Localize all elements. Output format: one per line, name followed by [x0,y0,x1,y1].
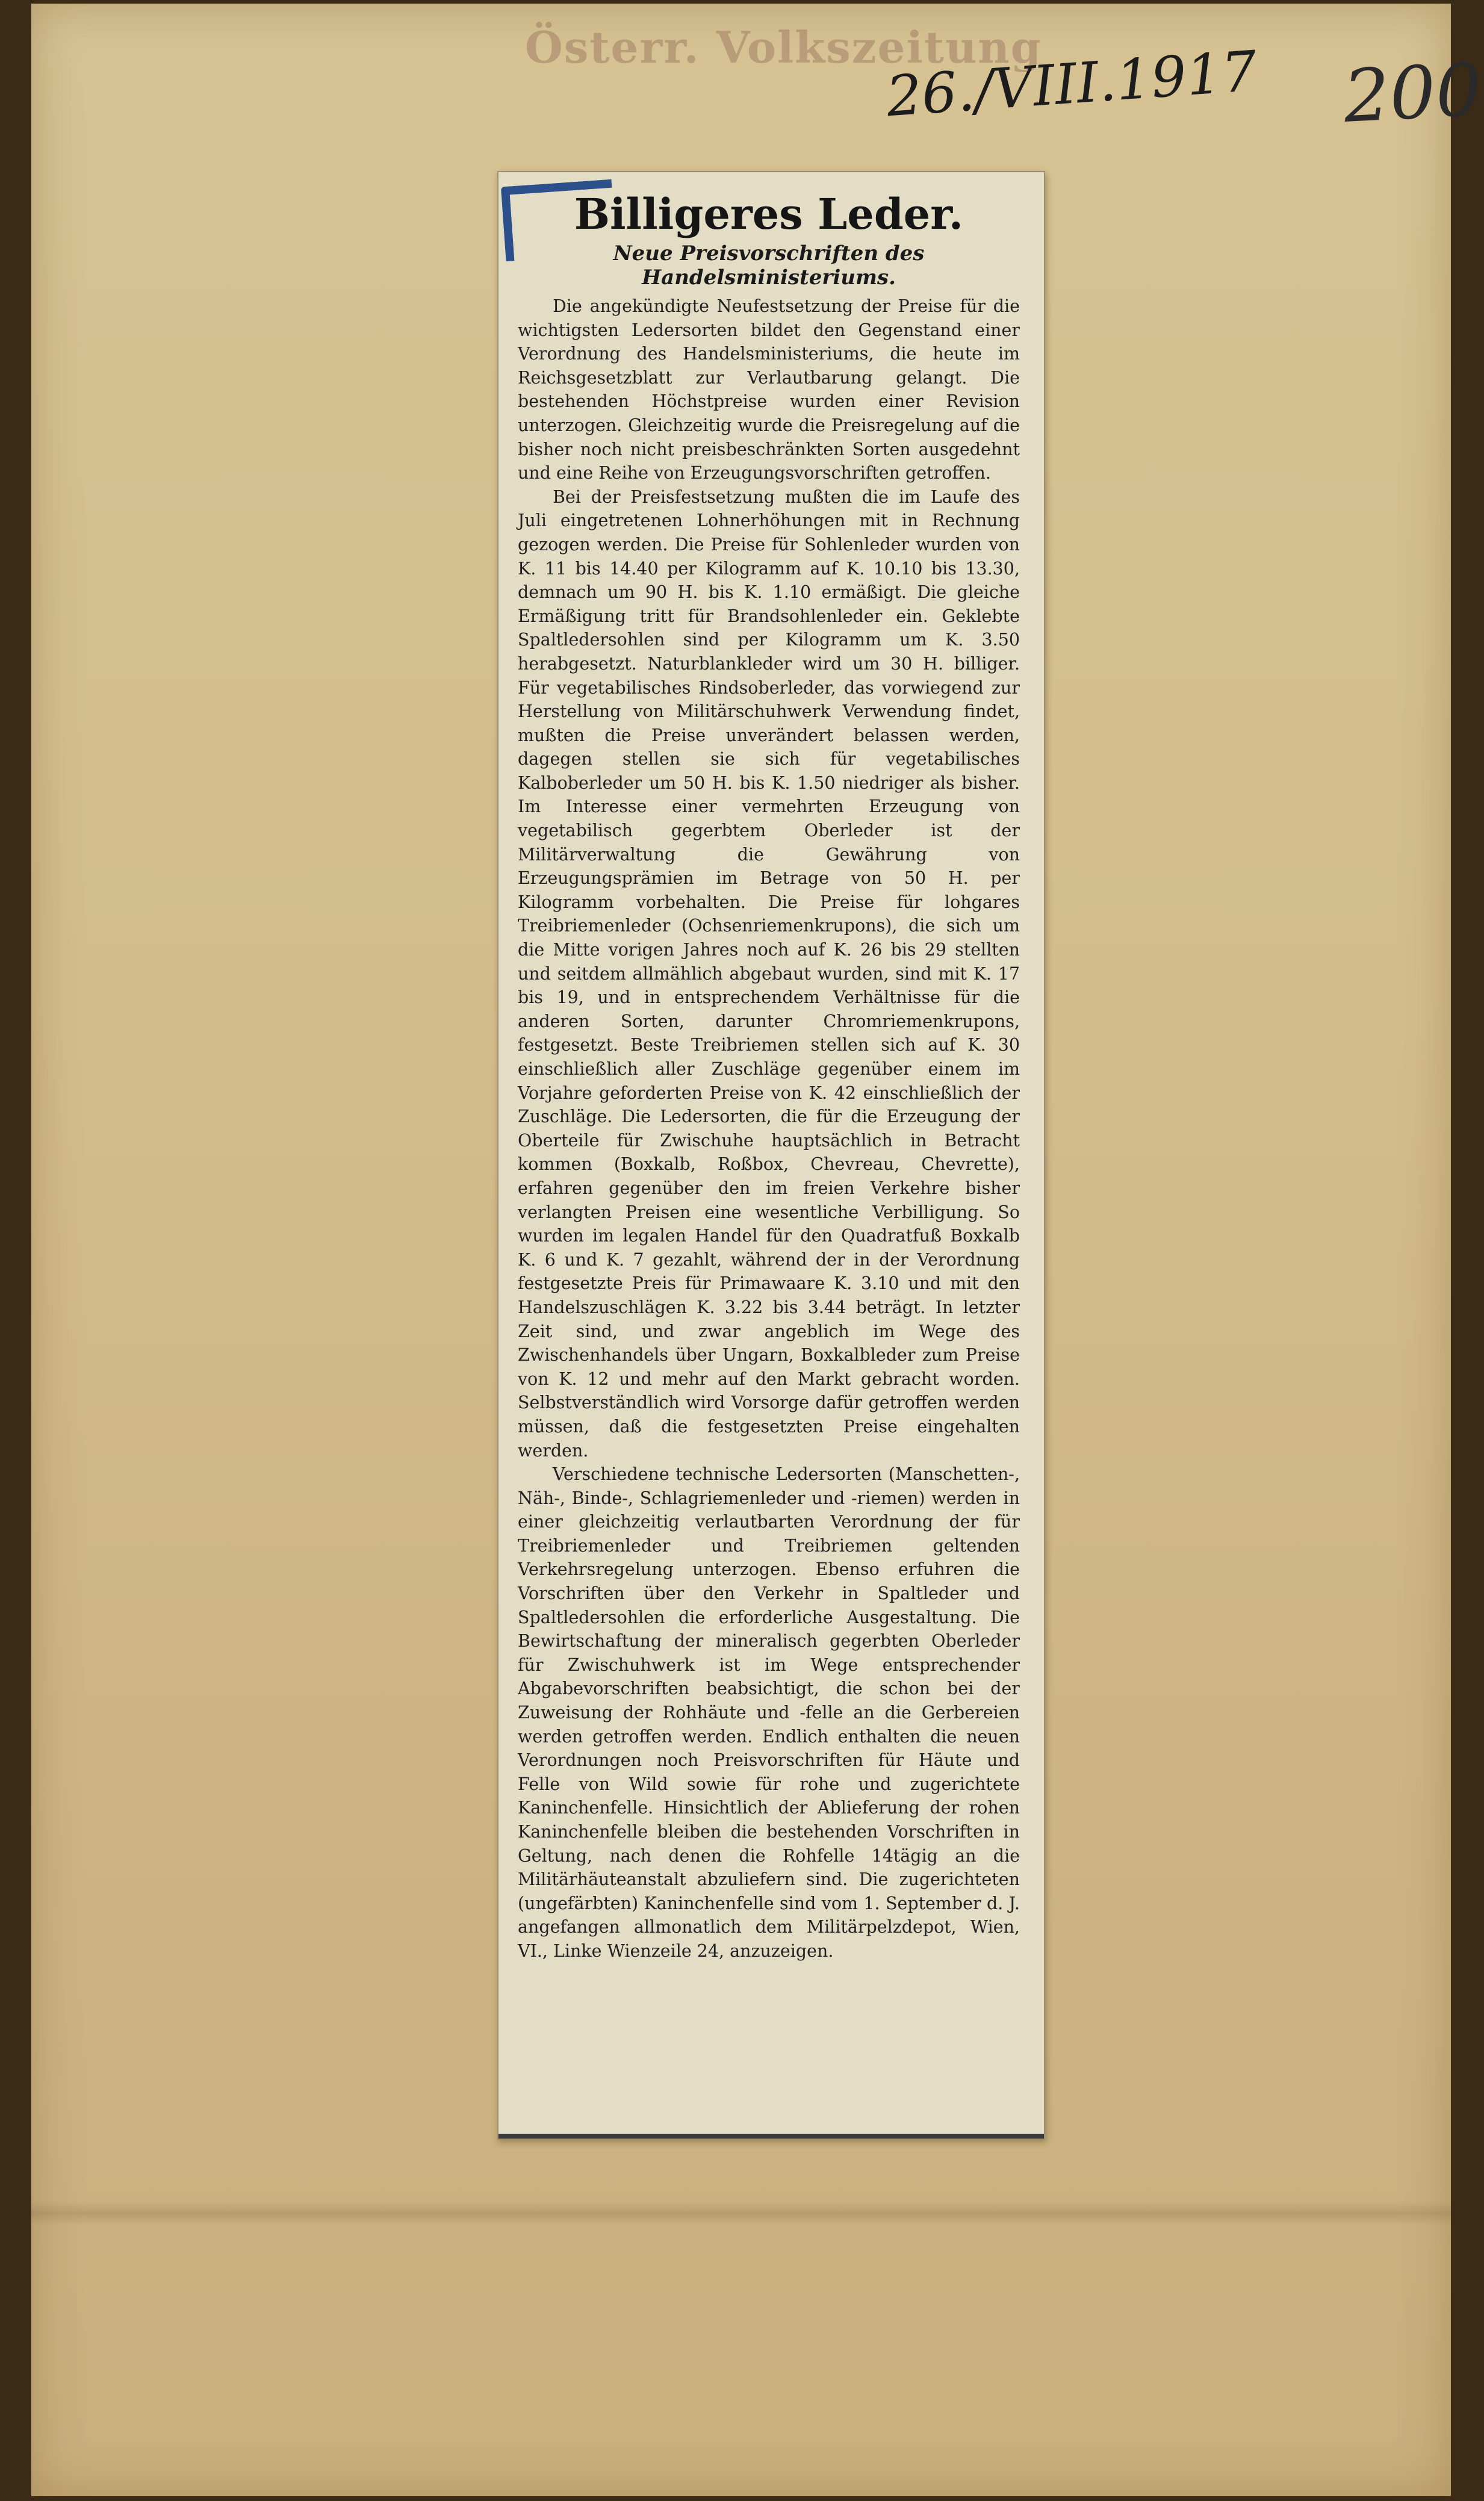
archive-sheet [31,4,1484,2496]
handwritten-date: 26./VIII.1917 [884,39,1259,129]
blue-pencil-mark [501,179,616,262]
newspaper-stamp: Österr. Volkszeitung [525,22,1043,73]
article-paragraph: Bei der Preisfestsetzung mußten die im Laufe des Juli eingetretenen Lohnerhöhungen mit in Rechnung gezogen werden. Die Preise für Sohlenleder wurden von K. 11 bis 14.40 per Kilogramm auf K. 10.10 bis 13.30, demnach um 90 H. bis K. 1.10 ermäßigt. Die gleiche Ermäßigung tritt für Brandsohlenleder ein. Geklebte Spaltledersohlen sind per Kilogramm um K. 3.50 herabgesetzt. Naturblankleder wird um 30 H. billiger. Für vegetabilisches Rindsoberleder, das vorwiegend zur Herstellung von Militärschuhwerk Verwendung findet, mußten die Preise unverändert belassen werden, dagegen stellen sie sich für vegetabilisches Kalboberleder um 50 H. bis K. 1.50 niedriger als bisher. Im Interesse einer vermehrten Erzeugung von vegetabilisch gegerbtem Oberleder ist der Militärverwaltung die Gewährung von Erzeugungsprämien im Betrage von 50 H. per Kilogramm vorbehalten. Die Preise für lohgares Treibriemenleder (Ochsenriemenkrupons), die sich um die Mitte vorigen Jahres noch auf K. 26 bis 29 stellten und seitdem allmählich abgebaut wurden, sind mit K. 17 bis 19, und in entsprechendem Verhältnisse für die anderen Sorten, darunter Chromriemenkrupons, festgesetzt. Beste Treibriemen stellen sich auf K. 30 einschließlich aller Zuschläge gegenüber einem im Vorjahre geforderten Preise von K. 42 einschließlich der Zuschläge. Die Ledersorten, die für die Erzeugung der Oberteile für Zwischuhe hauptsächlich in Betracht kommen (Boxkalb, Roßbox, Chevreau, Chevrette), erfahren gegenüber den im freien Verkehre bisher verlangten Preisen eine wesentliche Verbilligung. So wurden im legalen Handel für den Quadratfuß Boxkalb K. 6 und K. 7 gezahlt, während der in der Verordnung festgesetzte Preis für Primawaare K. 3.10 und mit den Handelszuschlägen K. 3.22 bis 3.44 beträgt. In letzter Zeit sind, und zwar angeblich im Wege des Zwischenhandels über Ungarn, Boxkalbleder zum Preise von K. 12 und mehr auf den Markt gebracht worden. Selbstverständlich wird Vorsorge dafür getroffen werden müssen, daß die festgesetzten Preise eingehalten werden. [518,486,1020,1461]
article-headline: Billigeres Leder. [574,189,964,239]
article-subheadline: Neue Preisvorschriften des Handelsministeriums. [613,241,925,290]
article-paragraph: Verschiedene technische Ledersorten (Manschetten-, Näh-, Binde-, Schlagriemenleder und -riemen) werden in einer gleichzeitig verlautbarten Verordnung der für Treibriemenleder und Treibriemen geltenden Verkehrsregelung unterzogen. Ebenso erfuhren die Vorschriften über den Verkehr in Spaltleder und Spaltledersohlen die erforderliche Ausgestaltung. Die Bewirtschaftung der mineralisch gegerbten Oberleder für Zwischuhwerk ist im Wege entsprechender Abgabevorschriften beabsichtigt, die schon bei der Zuweisung der Rohhäute und -felle an die Gerbereien werden getroffen werden. Endlich enthalten die neuen Verordnungen noch Preisvorschriften für Häute und Felle von Wild sowie für rohe und zugerichtete Kaninchenfelle. Hinsichtlich der Ablieferung der rohen Kaninchenfelle bleiben die bestehenden Vorschriften in Geltung, nach denen die Rohfelle 14tägig an die Militärhäuteanstalt abzuliefern sind. Die zugerichteten (ungefärbten) Kaninchenfelle sind vom 1. September d. J. angefangen allmonatlich dem Militärpelzdepot, Wien, VI., Linke Wienzeile 24, anzuzeigen. [518,1464,1020,1961]
folio-number: 200 [1341,48,1484,139]
paper-fold-shadow [31,2201,1451,2225]
newspaper-clipping [497,171,1045,2140]
clipping-bottom-rule [498,2134,1044,2139]
article-paragraph: Die angekündigte Neufestsetzung der Preise für die wichtigsten Ledersorten bildet den Gegenstand einer Verordnung des Handelsministeriums, die heute im Reichsgesetzblatt zur Verlautbarung gelangt. Die bestehenden Höchstpreise wurden einer Revision unterzogen. Gleichzeitig wurde die Preisregelung auf die bisher noch nicht preisbeschränkten Sorten ausgedehnt und eine Reihe von Erzeugungsvorschriften getroffen. [518,296,1020,483]
